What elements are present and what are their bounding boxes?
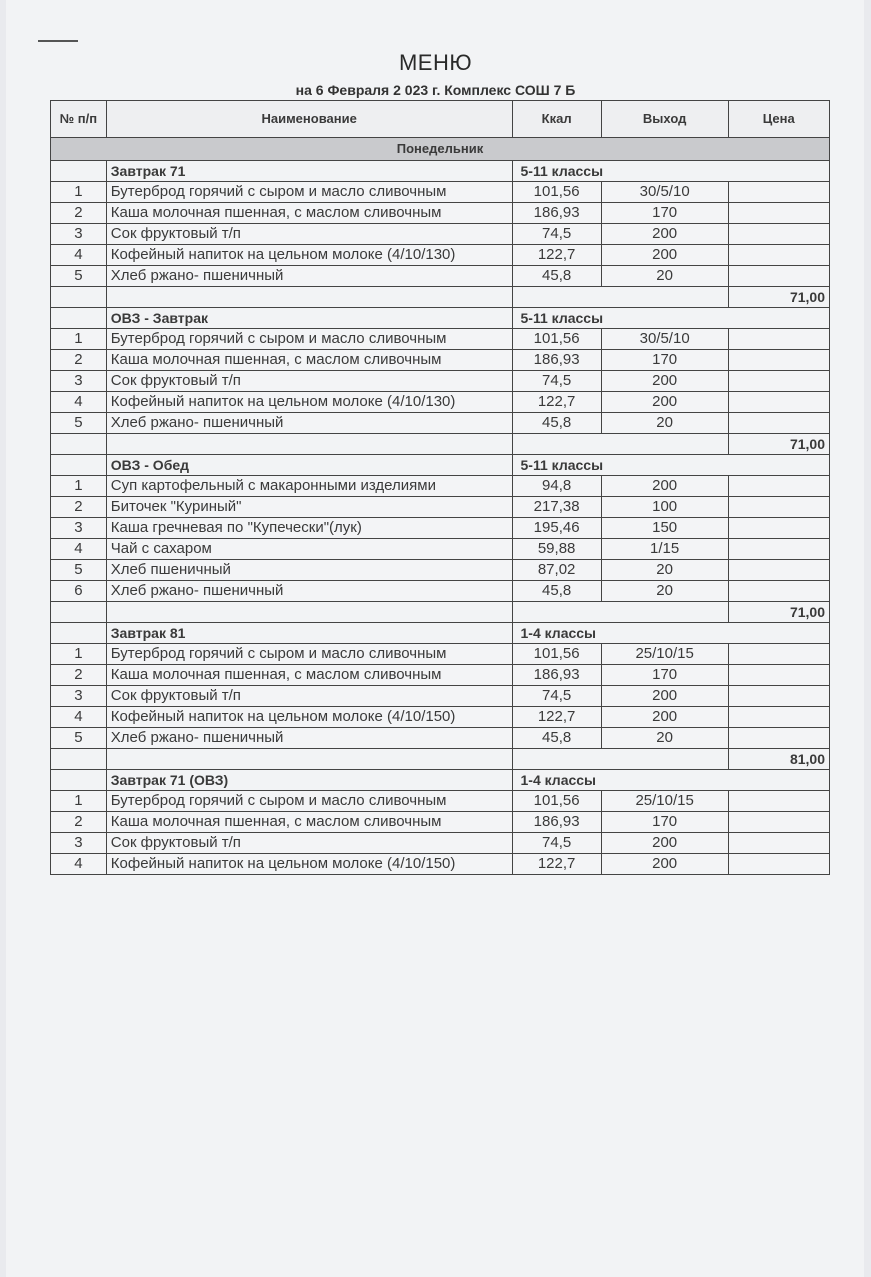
total-empty-name bbox=[106, 749, 512, 770]
item-name: Кофейный напиток на цельном молоке (4/10/150) bbox=[106, 707, 512, 728]
item-name: Каша молочная пшенная, с маслом сливочным bbox=[106, 203, 512, 224]
menu-table bbox=[50, 100, 830, 875]
item-number: 4 bbox=[51, 707, 107, 728]
section-title: Завтрак 81 bbox=[106, 623, 512, 644]
table-row bbox=[51, 266, 830, 287]
section-header-row bbox=[51, 623, 830, 644]
item-number: 1 bbox=[51, 182, 107, 203]
item-kcal: 186,93 bbox=[512, 812, 601, 833]
item-output: 200 bbox=[601, 707, 728, 728]
table-row bbox=[51, 245, 830, 266]
item-price bbox=[728, 539, 829, 560]
item-kcal: 101,56 bbox=[512, 329, 601, 350]
item-kcal: 122,7 bbox=[512, 707, 601, 728]
item-name: Бутерброд горячий с сыром и масло сливочным bbox=[106, 644, 512, 665]
section-total-row bbox=[51, 749, 830, 770]
item-kcal: 59,88 bbox=[512, 539, 601, 560]
item-number: 3 bbox=[51, 686, 107, 707]
item-price bbox=[728, 686, 829, 707]
item-price bbox=[728, 203, 829, 224]
section-total-price: 71,00 bbox=[728, 602, 829, 623]
item-number: 5 bbox=[51, 266, 107, 287]
section-header-row bbox=[51, 455, 830, 476]
item-output: 20 bbox=[601, 728, 728, 749]
section-total-price: 71,00 bbox=[728, 287, 829, 308]
item-number: 3 bbox=[51, 518, 107, 539]
item-number: 3 bbox=[51, 224, 107, 245]
item-output: 170 bbox=[601, 203, 728, 224]
item-kcal: 186,93 bbox=[512, 665, 601, 686]
item-price bbox=[728, 329, 829, 350]
section-num-cell bbox=[51, 623, 107, 644]
item-output: 200 bbox=[601, 371, 728, 392]
item-output: 200 bbox=[601, 245, 728, 266]
item-kcal: 101,56 bbox=[512, 644, 601, 665]
total-empty-name bbox=[106, 434, 512, 455]
item-output: 200 bbox=[601, 476, 728, 497]
item-name: Сок фруктовый т/п bbox=[106, 224, 512, 245]
table-row bbox=[51, 350, 830, 371]
item-price bbox=[728, 518, 829, 539]
section-num-cell bbox=[51, 161, 107, 182]
section-group: 5-11 классы bbox=[512, 455, 830, 476]
item-kcal: 122,7 bbox=[512, 854, 601, 875]
table-row bbox=[51, 791, 830, 812]
section-title: Завтрак 71 (ОВЗ) bbox=[106, 770, 512, 791]
item-name: Каша гречневая по "Купечески"(лук) bbox=[106, 518, 512, 539]
table-row bbox=[51, 581, 830, 602]
header-price: Цена bbox=[728, 101, 829, 138]
item-price bbox=[728, 371, 829, 392]
section-num-cell bbox=[51, 308, 107, 329]
total-empty-mid bbox=[512, 434, 728, 455]
item-number: 5 bbox=[51, 728, 107, 749]
item-name: Биточек "Куриный" bbox=[106, 497, 512, 518]
item-price bbox=[728, 665, 829, 686]
section-header-row bbox=[51, 770, 830, 791]
item-name: Сок фруктовый т/п bbox=[106, 686, 512, 707]
item-output: 200 bbox=[601, 833, 728, 854]
total-empty-num bbox=[51, 434, 107, 455]
item-output: 200 bbox=[601, 224, 728, 245]
item-output: 30/5/10 bbox=[601, 182, 728, 203]
item-kcal: 94,8 bbox=[512, 476, 601, 497]
section-num-cell bbox=[51, 770, 107, 791]
total-empty-mid bbox=[512, 287, 728, 308]
item-number: 4 bbox=[51, 539, 107, 560]
item-name: Каша молочная пшенная, с маслом сливочным bbox=[106, 665, 512, 686]
item-number: 2 bbox=[51, 665, 107, 686]
item-number: 2 bbox=[51, 203, 107, 224]
day-label: Понедельник bbox=[51, 138, 830, 161]
section-num-cell bbox=[51, 455, 107, 476]
table-row bbox=[51, 182, 830, 203]
item-price bbox=[728, 854, 829, 875]
item-number: 2 bbox=[51, 812, 107, 833]
item-kcal: 74,5 bbox=[512, 686, 601, 707]
item-number: 3 bbox=[51, 371, 107, 392]
item-price bbox=[728, 245, 829, 266]
item-price bbox=[728, 707, 829, 728]
table-row bbox=[51, 497, 830, 518]
table-row bbox=[51, 707, 830, 728]
item-output: 200 bbox=[601, 854, 728, 875]
header-name: Наименование bbox=[106, 101, 512, 138]
item-output: 170 bbox=[601, 665, 728, 686]
item-number: 4 bbox=[51, 854, 107, 875]
table-row bbox=[51, 371, 830, 392]
item-kcal: 45,8 bbox=[512, 413, 601, 434]
item-number: 1 bbox=[51, 644, 107, 665]
item-kcal: 122,7 bbox=[512, 245, 601, 266]
item-name: Сок фруктовый т/п bbox=[106, 833, 512, 854]
item-name: Каша молочная пшенная, с маслом сливочным bbox=[106, 350, 512, 371]
item-name: Бутерброд горячий с сыром и масло сливочным bbox=[106, 182, 512, 203]
item-price bbox=[728, 791, 829, 812]
item-price bbox=[728, 560, 829, 581]
item-kcal: 122,7 bbox=[512, 392, 601, 413]
item-number: 2 bbox=[51, 350, 107, 371]
table-row bbox=[51, 518, 830, 539]
table-row bbox=[51, 812, 830, 833]
item-output: 150 bbox=[601, 518, 728, 539]
item-name: Каша молочная пшенная, с маслом сливочным bbox=[106, 812, 512, 833]
item-number: 5 bbox=[51, 413, 107, 434]
page-title: МЕНЮ bbox=[398, 50, 473, 75]
total-empty-name bbox=[106, 602, 512, 623]
item-price bbox=[728, 812, 829, 833]
item-output: 1/15 bbox=[601, 539, 728, 560]
day-row bbox=[51, 138, 830, 161]
total-empty-mid bbox=[512, 749, 728, 770]
item-output: 200 bbox=[601, 392, 728, 413]
item-output: 25/10/15 bbox=[601, 791, 728, 812]
item-output: 20 bbox=[601, 266, 728, 287]
item-name: Бутерброд горячий с сыром и масло сливочным bbox=[106, 329, 512, 350]
item-kcal: 45,8 bbox=[512, 266, 601, 287]
item-name: Хлеб ржано- пшеничный bbox=[106, 581, 512, 602]
item-number: 3 bbox=[51, 833, 107, 854]
section-total-price: 71,00 bbox=[728, 434, 829, 455]
item-output: 200 bbox=[601, 686, 728, 707]
item-name: Суп картофельный с макаронными изделиями bbox=[106, 476, 512, 497]
section-header-row bbox=[51, 308, 830, 329]
item-kcal: 101,56 bbox=[512, 791, 601, 812]
total-empty-num bbox=[51, 602, 107, 623]
header-kcal: Ккал bbox=[512, 101, 601, 138]
item-kcal: 186,93 bbox=[512, 203, 601, 224]
item-price bbox=[728, 476, 829, 497]
section-total-row bbox=[51, 602, 830, 623]
item-name: Кофейный напиток на цельном молоке (4/10/150) bbox=[106, 854, 512, 875]
item-output: 30/5/10 bbox=[601, 329, 728, 350]
item-output: 20 bbox=[601, 581, 728, 602]
item-name: Кофейный напиток на цельном молоке (4/10/130) bbox=[106, 245, 512, 266]
table-row bbox=[51, 392, 830, 413]
section-total-price: 81,00 bbox=[728, 749, 829, 770]
menu-body bbox=[51, 138, 830, 875]
table-row bbox=[51, 224, 830, 245]
item-name: Сок фруктовый т/п bbox=[106, 371, 512, 392]
item-price bbox=[728, 392, 829, 413]
section-title: ОВЗ - Обед bbox=[106, 455, 512, 476]
section-title: ОВЗ - Завтрак bbox=[106, 308, 512, 329]
item-kcal: 45,8 bbox=[512, 581, 601, 602]
item-output: 25/10/15 bbox=[601, 644, 728, 665]
total-empty-num bbox=[51, 749, 107, 770]
section-title: Завтрак 71 bbox=[106, 161, 512, 182]
item-name: Чай с сахаром bbox=[106, 539, 512, 560]
item-number: 5 bbox=[51, 560, 107, 581]
table-row bbox=[51, 329, 830, 350]
table-row bbox=[51, 665, 830, 686]
page-subtitle: на 6 Февраля 2 023 г. Комплекс СОШ 7 Б bbox=[295, 82, 576, 98]
item-kcal: 186,93 bbox=[512, 350, 601, 371]
item-output: 170 bbox=[601, 812, 728, 833]
item-kcal: 195,46 bbox=[512, 518, 601, 539]
item-price bbox=[728, 266, 829, 287]
section-total-row bbox=[51, 434, 830, 455]
total-empty-num bbox=[51, 287, 107, 308]
item-kcal: 74,5 bbox=[512, 224, 601, 245]
table-row bbox=[51, 854, 830, 875]
item-output: 100 bbox=[601, 497, 728, 518]
item-price bbox=[728, 833, 829, 854]
item-number: 1 bbox=[51, 476, 107, 497]
item-price bbox=[728, 497, 829, 518]
table-row bbox=[51, 476, 830, 497]
table-row bbox=[51, 686, 830, 707]
item-name: Хлеб ржано- пшеничный bbox=[106, 266, 512, 287]
item-kcal: 74,5 bbox=[512, 371, 601, 392]
item-output: 20 bbox=[601, 560, 728, 581]
item-name: Хлеб ржано- пшеничный bbox=[106, 728, 512, 749]
item-name: Кофейный напиток на цельном молоке (4/10/130) bbox=[106, 392, 512, 413]
item-kcal: 45,8 bbox=[512, 728, 601, 749]
item-name: Хлеб пшеничный bbox=[106, 560, 512, 581]
item-name: Хлеб ржано- пшеничный bbox=[106, 413, 512, 434]
item-output: 170 bbox=[601, 350, 728, 371]
table-row bbox=[51, 413, 830, 434]
item-output: 20 bbox=[601, 413, 728, 434]
table-row bbox=[51, 203, 830, 224]
item-kcal: 101,56 bbox=[512, 182, 601, 203]
section-group: 1-4 классы bbox=[512, 770, 830, 791]
item-number: 6 bbox=[51, 581, 107, 602]
item-price bbox=[728, 224, 829, 245]
table-row bbox=[51, 728, 830, 749]
table-row bbox=[51, 539, 830, 560]
item-number: 4 bbox=[51, 392, 107, 413]
item-kcal: 74,5 bbox=[512, 833, 601, 854]
table-row bbox=[51, 560, 830, 581]
item-price bbox=[728, 728, 829, 749]
item-price bbox=[728, 413, 829, 434]
item-price bbox=[728, 350, 829, 371]
pen-mark bbox=[38, 40, 78, 42]
item-kcal: 217,38 bbox=[512, 497, 601, 518]
section-group: 5-11 классы bbox=[512, 161, 830, 182]
header-output: Выход bbox=[601, 101, 728, 138]
item-number: 1 bbox=[51, 791, 107, 812]
item-price bbox=[728, 581, 829, 602]
total-empty-name bbox=[106, 287, 512, 308]
item-kcal: 87,02 bbox=[512, 560, 601, 581]
section-group: 5-11 классы bbox=[512, 308, 830, 329]
item-number: 2 bbox=[51, 497, 107, 518]
section-group: 1-4 классы bbox=[512, 623, 830, 644]
item-name: Бутерброд горячий с сыром и масло сливочным bbox=[106, 791, 512, 812]
total-empty-mid bbox=[512, 602, 728, 623]
header-num: № п/п bbox=[51, 101, 107, 138]
table-row bbox=[51, 644, 830, 665]
section-total-row bbox=[51, 287, 830, 308]
item-price bbox=[728, 182, 829, 203]
item-price bbox=[728, 644, 829, 665]
item-number: 4 bbox=[51, 245, 107, 266]
item-number: 1 bbox=[51, 329, 107, 350]
table-row bbox=[51, 833, 830, 854]
table-header-row bbox=[51, 101, 830, 138]
section-header-row bbox=[51, 161, 830, 182]
